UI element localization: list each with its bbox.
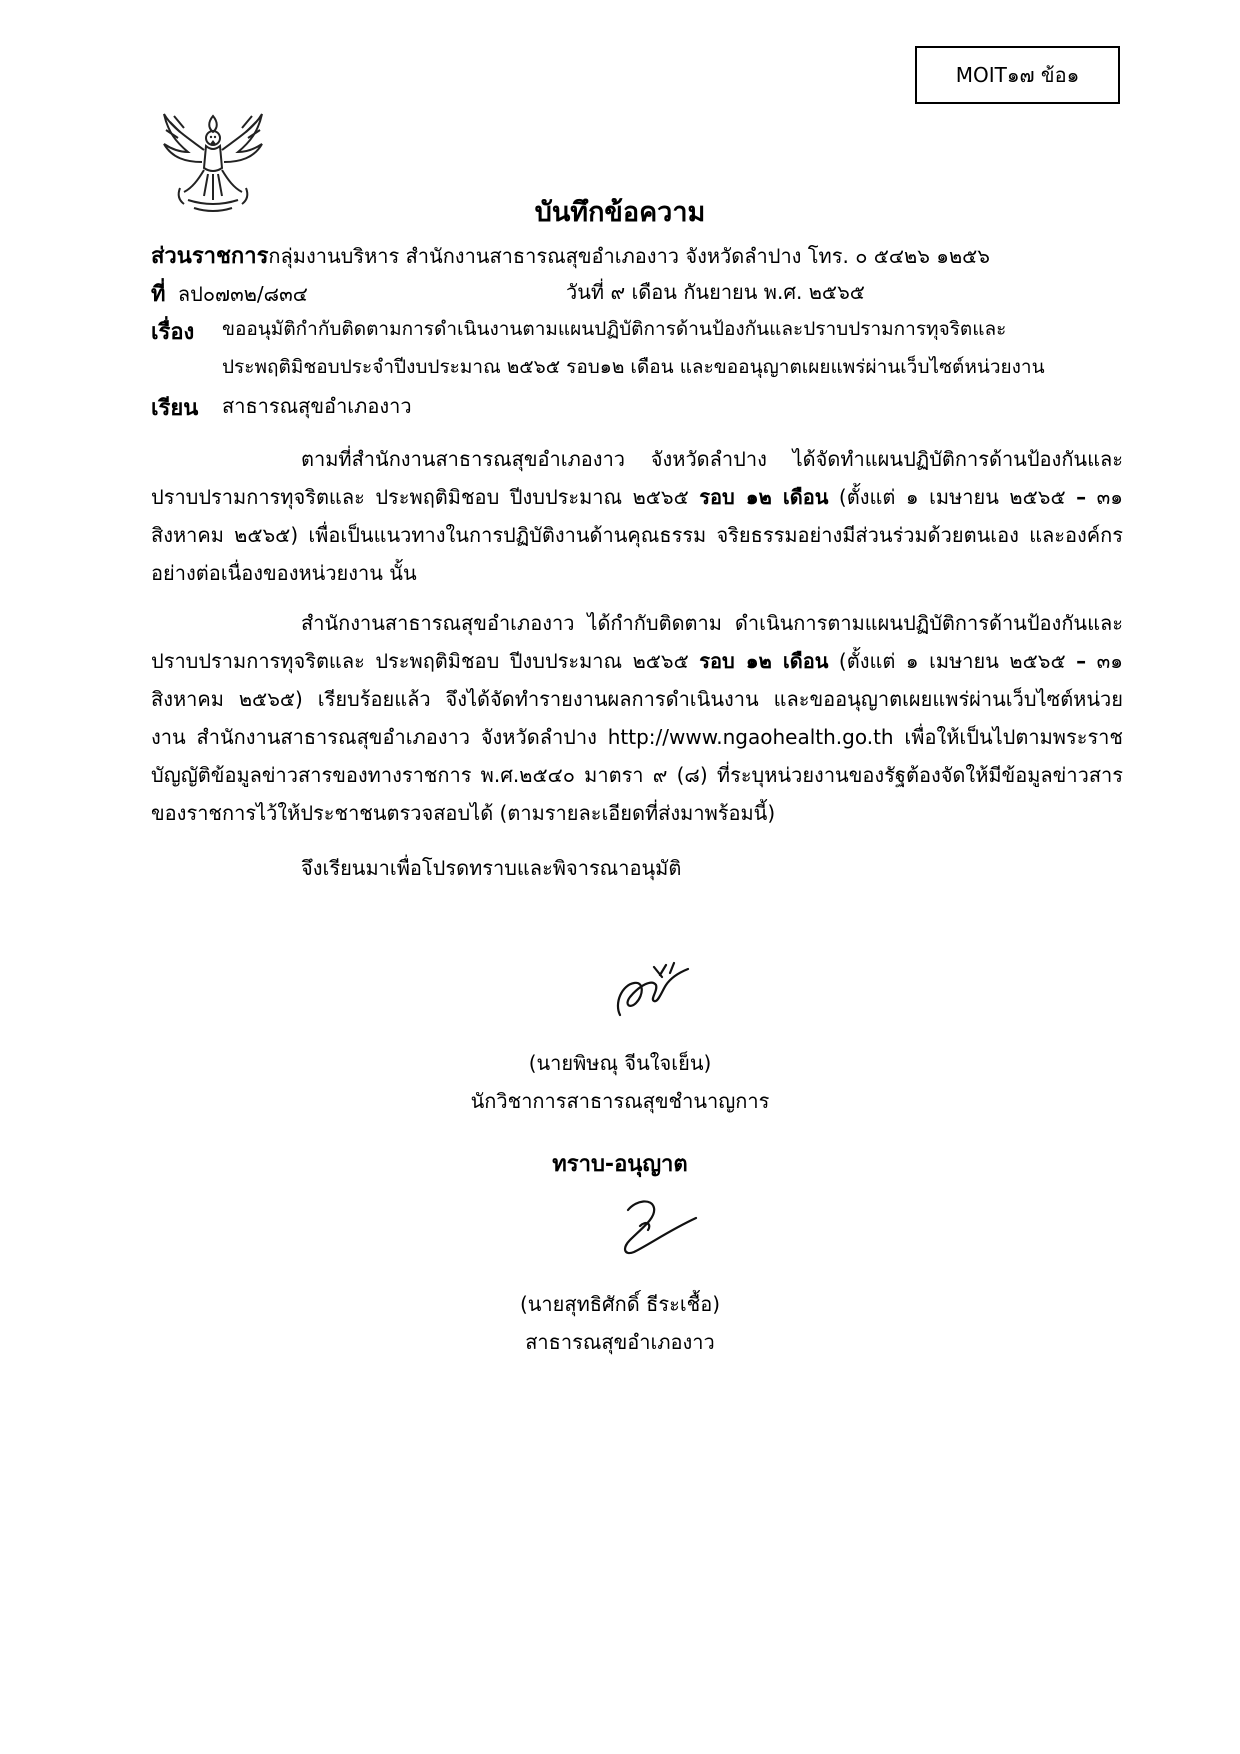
reference-label: ที่: [151, 282, 166, 307]
recipient-value: สาธารณสุขอำเภองาว: [222, 394, 412, 418]
recipient-label: เรียน: [151, 396, 199, 421]
subject-line-1: [151, 314, 194, 349]
paragraph-2-text-a: สำนักงานสาธารณสุขอำเภองาว ได้กำกับติดตาม ดำเนินการตามแผนปฏิบัติการด้านป้องกันและปราบปรามการทุจริตและ ประพฤติมิชอบ ปีงบประมาณ ๒๕๖๕: [151, 611, 1123, 673]
signer-1-position: นักวิชาการสาธารณสุขชำนาญการ: [470, 1089, 770, 1113]
paragraph-1: [151, 440, 1123, 592]
recipient-line: [151, 390, 198, 425]
subject-label: เรื่อง: [151, 320, 195, 345]
closing-line: จึงเรียนมาเพื่อโปรดทราบและพิจารณาอนุมัติ: [301, 856, 682, 880]
paragraph-2-period: รอบ ๑๒ เดือน: [699, 649, 829, 673]
signer-2-position: สาธารณสุขอำเภองาว: [525, 1330, 715, 1354]
subject-text-2: ประพฤติมิชอบประจำปีงบประมาณ ๒๕๖๕ รอบ๑๒ เดือน และขออนุญาตเผยแพร่ผ่านเว็บไซต์หน่วยงาน: [222, 356, 1045, 378]
document-title: บันทึกข้อความ: [534, 197, 706, 228]
paragraph-1-dash: –: [1076, 485, 1087, 509]
paragraph-1-text-a: ตามที่สำนักงานสาธารณสุขอำเภองาว จังหวัดลำปาง ได้จัดทำแผนปฏิบัติการด้านป้องกันและปราบปรามการทุจริตและ ประพฤติมิชอบ ปีงบประมาณ ๒๕๖๕: [151, 447, 1123, 509]
signer-2-name: (นายสุทธิศักดิ์ ธีระเชื้อ): [519, 1292, 721, 1316]
paragraph-2: [151, 604, 1123, 832]
document-code-box: [915, 46, 1120, 104]
reference-line: [151, 276, 308, 311]
signature-1-icon: [600, 955, 695, 1030]
paragraph-2-text-b: (ตั้งแต่ ๑ เมษายน ๒๕๖๕: [828, 649, 1077, 673]
subject-text-1: ขออนุมัติกำกับติดตามการดำเนินงานตามแผนปฏิบัติการด้านป้องกันและปราบปรามการทุจริตและ: [222, 318, 1007, 340]
signature-2-icon: [600, 1190, 705, 1270]
paragraph-1-text-b: (ตั้งแต่ ๑ เมษายน ๒๕๖๕: [828, 485, 1077, 509]
department-value: กลุ่มงานบริหาร สำนักงานสาธารณสุขอำเภองาว จังหวัดลำปาง โทร. ๐ ๕๔๒๖ ๑๒๕๖: [268, 244, 990, 268]
paragraph-2-text-c: ๓๑ สิงหาคม ๒๕๖๕) เรียบร้อยแล้ว จึงได้จัดทำรายงานผลการดำเนินงาน และขออนุญาตเผยแพร่ผ่านเว็บไซต์หน่วยงาน สำนักงานสาธารณสุขอำเภองาว จังหวัดลำปาง http://www.ngaohealth.go.th เพื่อให้เป็นไปตามพระราชบัญญัติข้อมูลข่าวสารของทางราชการ พ.ศ.๒๕๔๐ มาตรา ๙ (๘) ที่ระบุหน่วยงานของรัฐต้องจัดให้มีข้อมูลข่าวสารของราชการไว้ให้ประชาชนตรวจสอบได้ (ตามรายละเอียดที่ส่งมาพร้อมนี้): [151, 649, 1123, 825]
department-line: [151, 238, 990, 273]
department-label: ส่วนราชการ: [151, 244, 269, 269]
document-code: MOIT๑๗ ข้อ๑: [955, 63, 1080, 87]
paragraph-1-period: รอบ ๑๒ เดือน: [699, 485, 829, 509]
approval-text: ทราบ-อนุญาต: [552, 1152, 688, 1177]
signer-1-name: (นายพิษณุ จีนใจเย็น): [528, 1051, 712, 1075]
paragraph-1-text-c: ๓๑ สิงหาคม ๒๕๖๕) เพื่อเป็นแนวทางในการปฏิบัติงานด้านคุณธรรม จริยธรรมอย่างมีส่วนร่วมด้วยตนเอง และองค์กรอย่างต่อเนื่องของหน่วยงาน นั้น: [151, 485, 1123, 585]
paragraph-2-dash: –: [1076, 649, 1087, 673]
memo-date: วันที่ ๙ เดือน กันยายน พ.ศ. ๒๕๖๕: [566, 280, 865, 304]
reference-number: ลป๐๗๓๒/๘๓๔: [177, 282, 308, 306]
